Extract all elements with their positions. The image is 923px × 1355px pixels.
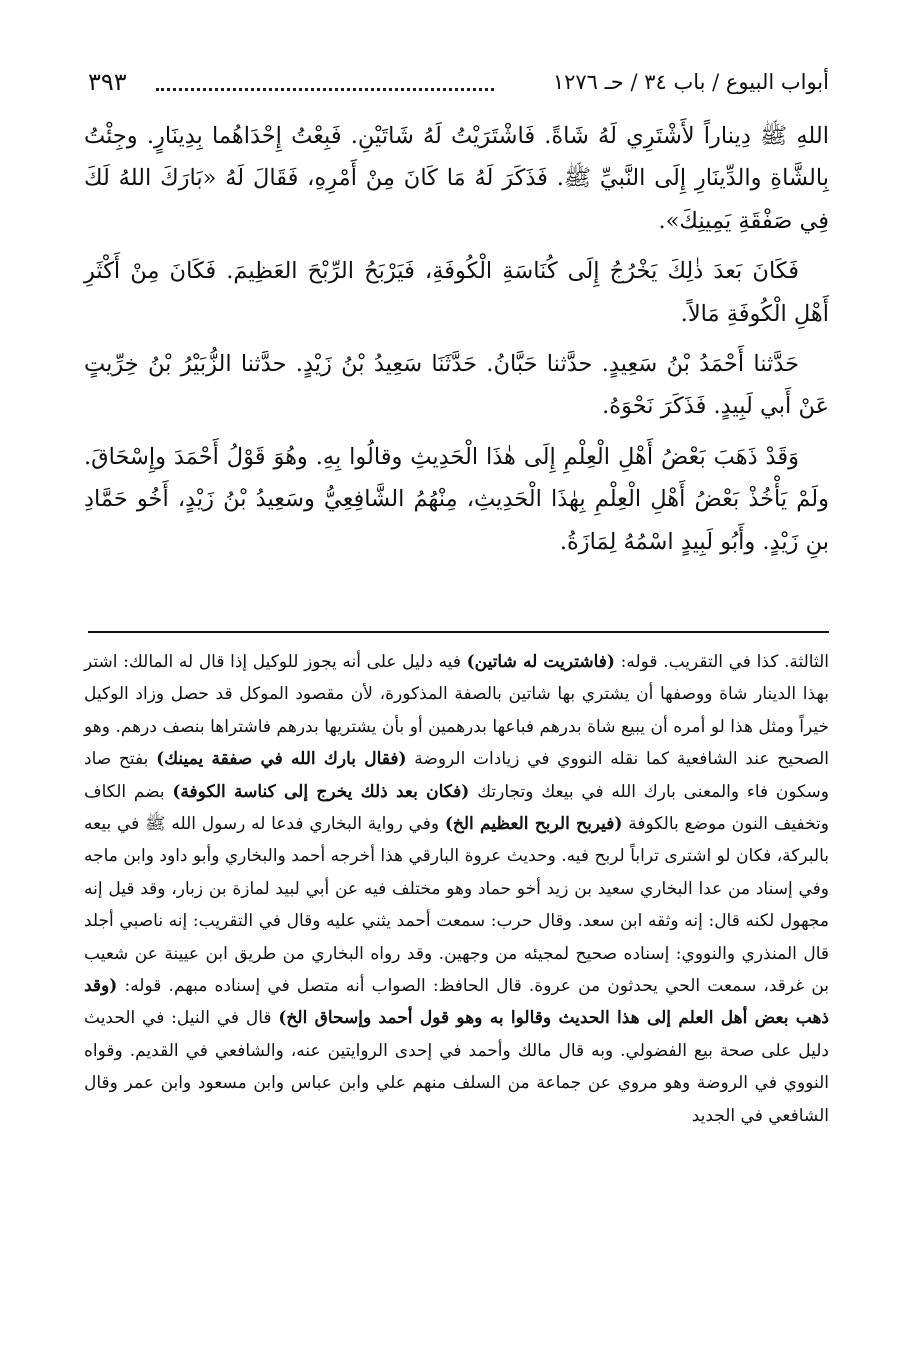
page-header [88,62,829,102]
note-text: الثالثة. كذا في التقريب. قوله: [614,652,829,672]
footnote-divider [88,631,829,633]
note-text: وفي رواية البخاري فدعا له رسول الله ﷺ في بيعه بالبركة، فكان لو اشترى تراباً لربح فيه. وحديث عروة البارقي هذا أخرجه أحمد والبخاري وأبو داود وابن ماجه وفي إسناد من عدا البخاري سعيد بن زيد أخو حماد وهو مختلف فيه عن أبي لبيد لمازة بن زبار، وقد قيل إنه مجهول لكنه قال: إنه وثقه ابن سعد. وقال حرب: سمعت أحمد يثني عليه وقال في التقريب: إنه ناصبي أجلد قال المنذري والنووي: إسناده صحيح لمجيئه من وجهين. وقد رواه البخاري من طريق ابن عيينة عن شعيب بن غرقد، سمعت الحي يحدثون من عروة. قال الحافظ: الصواب أنه متصل في إسناده مبهم. قوله: [84,814,829,997]
hadith-text-paragraph: اللهِ ﷺ دِيناراً لأَشْتَرِي لَهُ شَاةً. فَاشْتَرَيْتُ لَهُ شَاتَيْنِ. فَبِعْتُ إِحْدَاهُما بِدِينَارٍ. وجِئْتُ بِالشَّاةِ والدِّينَارِ إِلَى النَّبيِّ ﷺ. فَذَكَرَ لَهُ مَا كَانَ مِنْ أَمْرِهِ، فَقَالَ لَهُ «بَارَكَ اللهُ لَكَ فِي صَفْقَةِ يَمِينِكَ». [84,123,829,234]
notes-paragraph [84,646,829,1132]
hadith-continuation-paragraph: فَكَانَ بَعدَ ذٰلِكَ يَخْرُجُ إِلَى كُنَاسَةِ الْكُوفَةِ، فَيَرْبَحُ الرِّبْحَ العَظِيمَ. فَكَانَ مِنْ أَكْثَرِ أَهْلِ الْكُوفَةِ مَالاً. [84,258,829,327]
note-quote: (فقال بارك الله في صفقة يمينك) [156,749,407,770]
main-text [84,115,829,571]
isnad-paragraph: حَدَّثنا أَحْمَدُ بْنُ سَعِيدٍ. حدَّثنا حَبَّانُ. حَدَّثَنَا سَعِيدُ بْنُ زَيْدٍ. حدَّثنا الزُّبَيْرُ بْنُ خِرِّيتٍ عَنْ أَبي لَبِيدٍ. فَذَكَرَ نَحْوَهُ. [84,351,829,420]
page-number: ٣٩٣ [88,68,127,96]
note-quote: (فكان بعد ذلك يخرج إلى كناسة الكوفة) [172,781,470,802]
note-text: فيه دليل على أنه يجوز للوكيل إذا قال له المالك: اشتر بهذا الدينار شاة ووصفها أن يشتري بها شاتين بالصفة المذكورة، لأن مقصود الموكل قد حصل وزاد الوكيل خيراً ومثل هذا لو أمره أن يبيع شاة بدرهم فباعها بدرهمين أو بأن يشتريها بدرهم فاشتراها بنصف درهم. وهو الصحيح عند الشافعية كما نقله النووي في زيادات الروضة [84,652,830,770]
note-quote: (فيربح الربح العظيم الخ) [444,814,623,835]
note-text: بضم الكاف وتخفيف النون موضع بالكوفة [84,781,829,835]
commentary-notes [84,646,829,1132]
note-text: قال في النيل: في الحديث دليل على صحة بيع الفضولي. وبه قال مالك وأحمد في إحدى الروايتين عنه، والشافعي في القديم. وقواه النووي في الروضة وهو مروي عن جماعة من السلف منهم علي وابن عباس وابن مسعود وابن عمر وقال الشافعي في الجديد [84,1008,829,1126]
note-quote: (وقد ذهب بعض أهل العلم إلى هذا الحديث وقالوا به وهو قول أحمد وإسحاق الخ) [84,976,829,1029]
commentary-paragraph: وَقَدْ ذَهَبَ بَعْضُ أَهْلِ الْعِلْمِ إِلَى هٰذَا الْحَدِيثِ وقالُوا بِهِ. وهُوَ قَوْلُ أَحْمَدَ وإِسْحَاقَ. ولَمْ يَأْخُذْ بَعْضُ أَهْلِ الْعِلْمِ بِهٰذَا الْحَدِيثِ، مِنْهُمُ الشَّافِعِيُّ وسَعِيدُ بْنُ زَيْدٍ، أَخُو حَمَّادِ بنِ زَيْدٍ. وأَبُو لَبِيدٍ اسْمُهُ لِمَازَةُ. [84,443,829,555]
running-title: أبواب البيوع / باب ٣٤ / حـ ١٢٧٦ [552,70,829,94]
note-text: بفتح صاد وسكون فاء والمعنى بارك الله في بيعك وتجارتك [84,749,829,802]
note-quote: (فاشتريت له شاتين) [466,652,615,672]
dotted-leader [156,88,494,91]
